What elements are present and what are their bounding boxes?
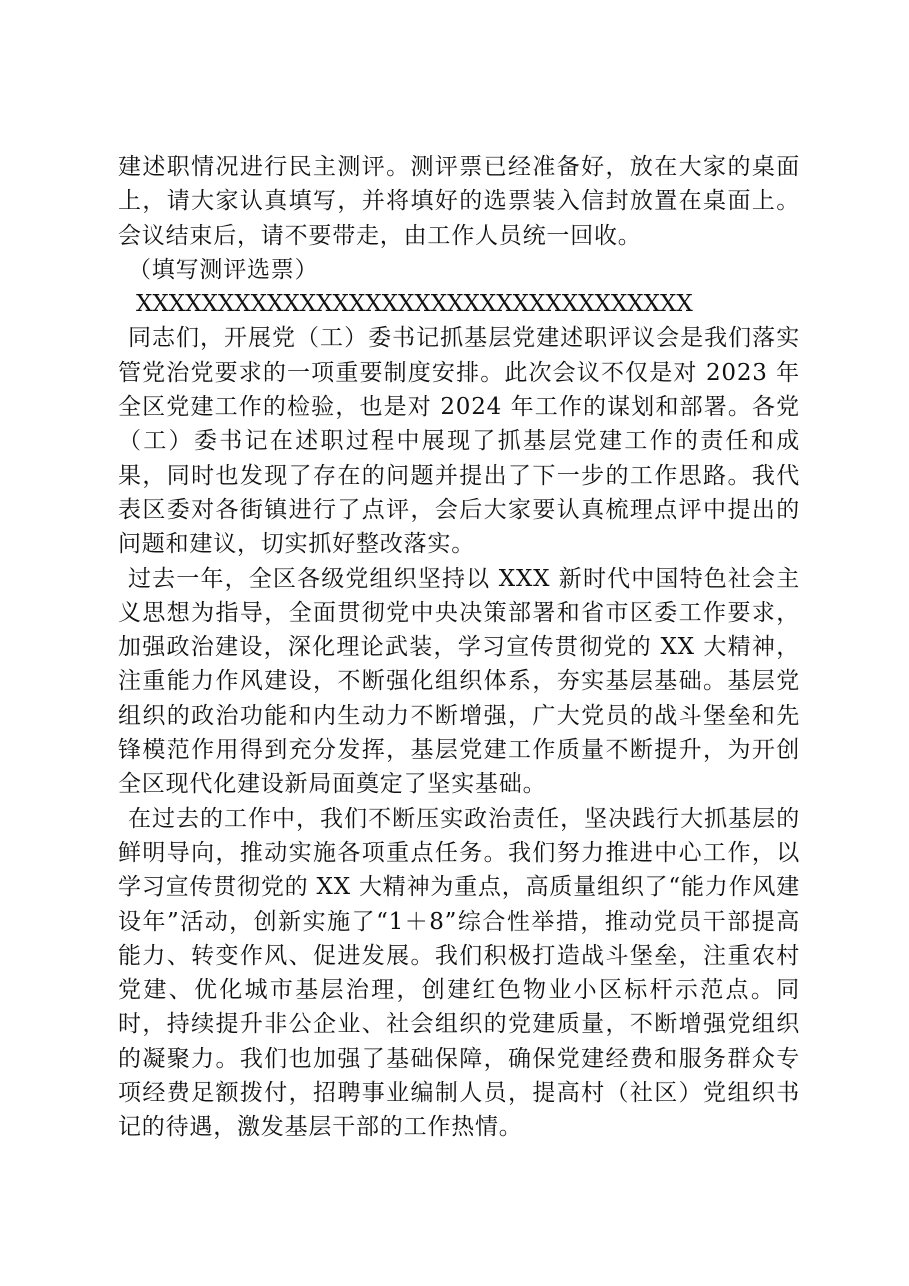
paragraph-work-achievements: 在过去的工作中，我们不断压实政治责任，坚决践行大抓基层的鲜明导向，推动实施各项重点任务。我们努力推进中心工作，以学习宣传贯彻党的 XX 大精神为重点，高质量组织了“能力作风建设年”活动，创新实施了“1＋8”综合性举措，推动党员干部提高能力、转变作风、促进发展。我们积极打造战斗堡垒，注重农村党建、优化城市基层治理，创建红色物业小区标杆示范点。同时，持续提升非公企业、社会组织的党建质量，不断增强党组织的凝聚力。我们也加强了基础保障，确保党建经费和服务群众专项经费足额拨付，招聘事业编制人员，提高村（社区）党组织书记的待遇，激发基层干部的工作热情。 [118,805,800,1141]
paragraph-past-year-review: 过去一年，全区各级党组织坚持以 XXX 新时代中国特色社会主义思想为指导，全面贯彻党中央决策部署和省市区委工作要求，加强政治建设，深化理论武装，学习宣传贯彻党的 XX 大精神，注重能力作风建设，不断强化组织体系，夯实基层基础。基层党组织的政治功能和内生动力不断增强，广大党员的战斗堡垒和先锋模范作用得到充分发挥，基层党建工作质量不断提升，为开创全区现代化建设新局面奠定了坚实基础。 [118,565,800,798]
paragraph-meeting-significance: 同志们，开展党（工）委书记抓基层党建述职评议会是我们落实管党治党要求的一项重要制度安排。此次会议不仅是对 2023 年全区党建工作的检验，也是对 2024 年工作的谋划和部署。各党（工）委书记在述职过程中展现了抓基层党建工作的责任和成果，同时也发现了存在的问题并提出了下一步的工作思路。我代表区委对各街镇进行了点评，会后大家要认真梳理点评中提出的问题和建议，切实抓好整改落实。 [118,325,800,558]
paragraph-evaluation-instructions: 建述职情况进行民主测评。测评票已经准备好，放在大家的桌面上，请大家认真填写，并将填好的选票装入信封放置在桌面上。会议结束后，请不要带走，由工作人员统一回收。 [118,154,800,249]
document-body [118,150,800,1145]
paragraph-placeholder-line: XXXXXXXXXXXXXXXXXXXXXXXXXXXXXXXXXX [136,291,693,318]
paragraph-stage-note: （填写测评选票） [128,256,319,283]
